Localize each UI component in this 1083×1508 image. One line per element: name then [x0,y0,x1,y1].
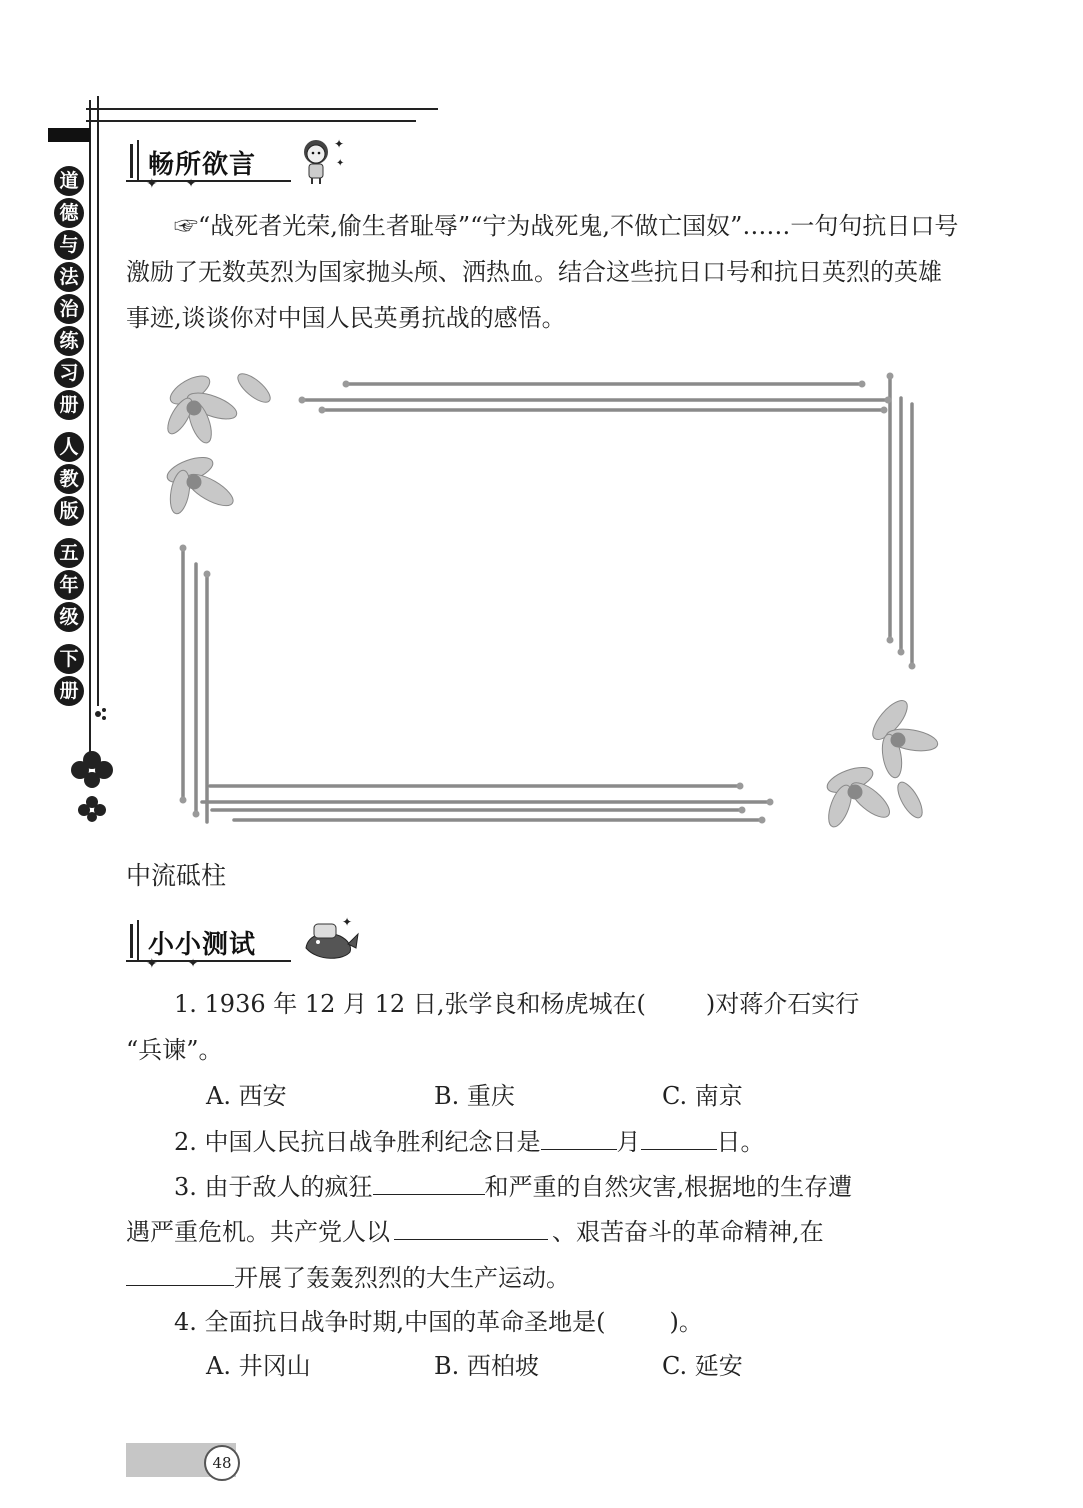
hand-pointer-icon: ☞ [174,212,198,240]
question-3-line-2 [126,1212,966,1247]
left-rule [89,100,91,760]
side-title-char: 五 [54,538,84,568]
star-icon: ✦ [186,176,197,190]
svg-text:✦: ✦ [336,158,345,169]
day-blank[interactable] [641,1125,717,1150]
side-title-char: 习 [54,358,84,388]
answer-blank[interactable] [394,1215,548,1240]
question-1-text-a: 1. 1936 年 12 月 12 日,张学良和杨虎城在( [174,990,646,1018]
left-rule-2 [97,96,99,706]
whale-icon [302,914,360,966]
question-4-text-a: 4. 全面抗日战争时期,中国的革命圣地是( [174,1308,606,1336]
side-title-char: 册 [54,676,84,706]
side-title-column [54,166,86,708]
side-title-char: 与 [54,230,84,260]
q1-option-a[interactable]: A. 西安 [206,1082,287,1110]
q1-option-c[interactable]: C. 南京 [662,1082,743,1110]
side-title-char: 下 [54,644,84,674]
side-title-char: 道 [54,166,84,196]
top-rule [86,108,438,110]
q4-option-a[interactable]: A. 井冈山 [206,1352,311,1380]
svg-text:✦: ✦ [334,137,345,151]
question-3-line-3 [126,1258,966,1293]
side-title-char: 法 [54,262,84,292]
side-title-char: 教 [54,464,84,494]
question-3-text-b: 和严重的自然灾害,根据地的生存遭 [484,1173,853,1201]
q1-option-b[interactable]: B. 重庆 [434,1082,515,1110]
header-bar-left-2 [137,920,139,960]
question-3-text-a: 3. 由于敌人的疯狂 [174,1173,373,1201]
flower-icon [163,369,274,515]
section-header-quiz [126,912,366,970]
star-icon: ✦ [188,956,199,970]
month-blank[interactable] [541,1125,617,1150]
svg-text:✦: ✦ [342,915,353,929]
prompt-text: “战死者光荣,偷生者耻辱”“宁为战死鬼,不做亡国奴”……一句句抗日口号激励了无数英烈为国家抛头颅、洒热血。结合这些抗日口号和抗日英烈的英雄事迹,谈谈你对中国人民英勇抗战的感悟。 [126,212,959,332]
club-flower-icon [66,700,116,830]
question-3-text-c: 遇严重危机。共产党人以 [126,1218,390,1246]
side-title-gap [54,422,86,432]
side-title-char: 级 [54,602,84,632]
question-3-text-e: 开展了轰轰烈烈的大生产运动。 [234,1264,570,1292]
flower-icon [824,695,939,830]
answer-blank[interactable] [126,1261,234,1286]
subheading-mainstay: 中流砥柱 [126,861,227,890]
side-title-char: 版 [54,496,84,526]
girl-icon [298,136,350,186]
answer-frame [150,360,940,835]
side-title-char: 年 [54,570,84,600]
top-black-block [48,128,90,142]
q4-option-c[interactable]: C. 延安 [662,1352,743,1380]
question-2-text-c: 日。 [716,1128,765,1156]
side-title-gap [54,634,86,644]
question-1 [174,984,974,1019]
star-icon: ✦ [146,956,158,972]
section-header-speak [126,132,366,190]
header-bar-left-2 [137,140,139,180]
page-number: 48 [204,1445,240,1481]
side-title-char: 治 [54,294,84,324]
top-rule-2 [86,120,416,122]
question-4-text-b: )。 [669,1308,703,1336]
question-4 [174,1302,974,1337]
question-1-text-b: )对蒋介石实行 [705,990,860,1018]
question-3-text-d: 、艰苦奋斗的革命精神,在 [552,1218,824,1246]
side-title-char: 练 [54,326,84,356]
section-title-quiz: 小小测试 [148,930,257,960]
q4-option-b[interactable]: B. 西柏坡 [434,1352,539,1380]
side-title-char: 德 [54,198,84,228]
side-title-gap [54,528,86,538]
header-bar-left [130,924,133,958]
side-title-char: 册 [54,390,84,420]
question-1-continued: “兵谏”。 [126,1036,223,1064]
question-2-text-b: 月 [616,1128,641,1156]
side-title-char: 人 [54,432,84,462]
question-2 [174,1122,974,1157]
prompt-paragraph [126,203,960,341]
header-bar-left [130,144,133,178]
star-icon: ✦ [146,176,158,192]
question-3 [174,1167,974,1202]
answer-blank[interactable] [373,1170,485,1195]
section-title-speak: 畅所欲言 [148,150,257,180]
question-2-text-a: 2. 中国人民抗日战争胜利纪念日是 [174,1128,541,1156]
